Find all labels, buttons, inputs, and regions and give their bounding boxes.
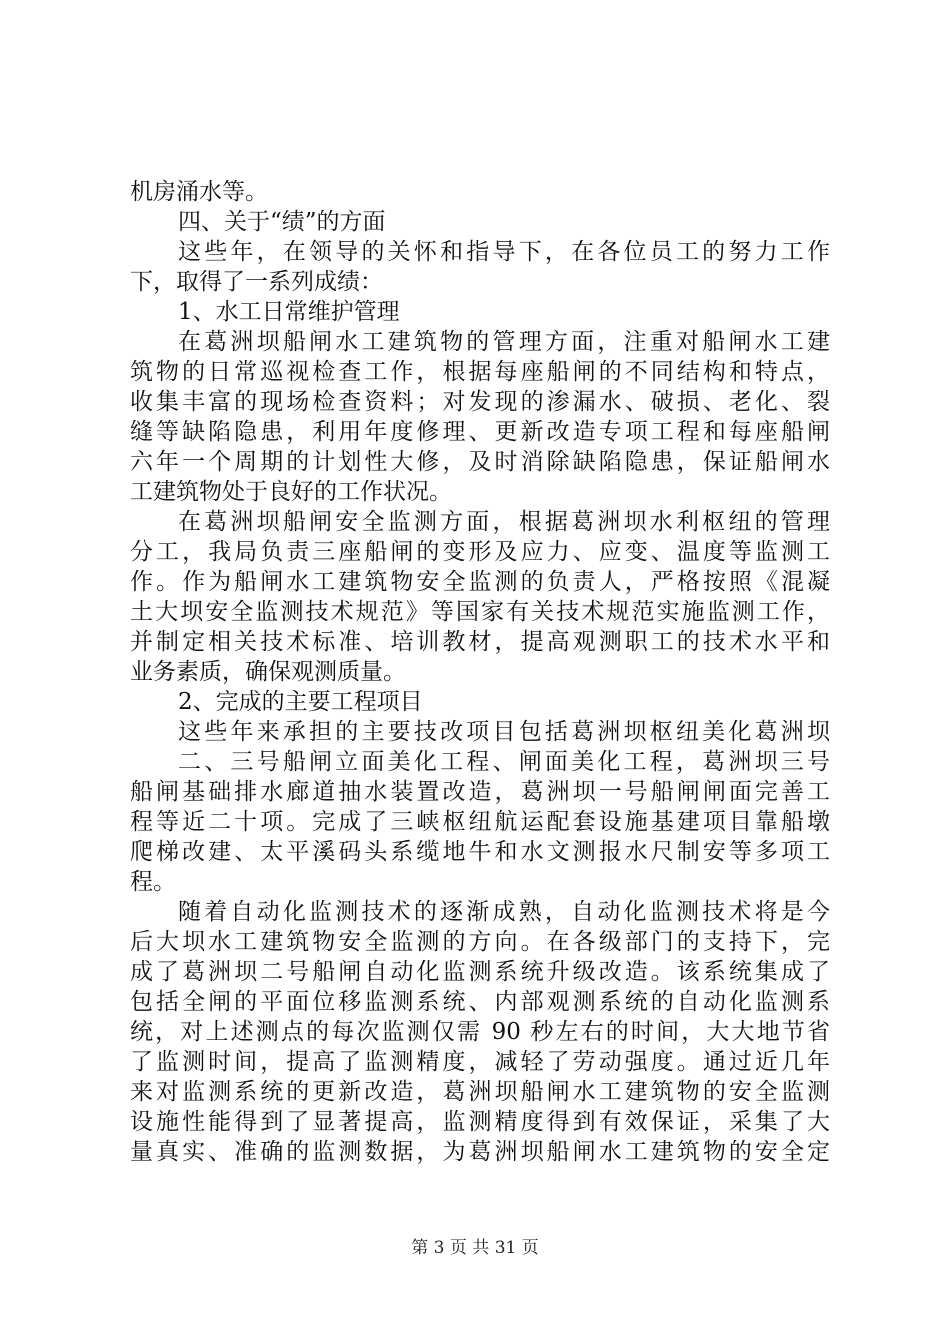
- body-line: 来对监测系统的更新改造，葛洲坝船闸水工建筑物的安全监测: [130, 1079, 830, 1105]
- body-line: 筑物的日常巡视检查工作，根据每座船闸的不同结构和特点，: [130, 359, 830, 385]
- body-line: 程等近二十项。完成了三峡枢纽航运配套设施基建项目靠船墩: [130, 809, 830, 835]
- body-line: 这些年来承担的主要技改项目包括葛洲坝枢纽美化葛洲坝: [178, 719, 830, 745]
- page-footer: 第 3 页 共 31 页: [411, 1238, 539, 1258]
- body-line: 这些年，在领导的关怀和指导下，在各位员工的努力工作: [178, 239, 830, 265]
- body-line: 六年一个周期的计划性大修，及时消除缺陷隐患，保证船闸水: [130, 449, 830, 475]
- body-line: 下，取得了一系列成绩：: [130, 269, 383, 295]
- body-line: 成了葛洲坝二号船闸自动化监测系统升级改造。该系统集成了: [130, 959, 830, 985]
- body-line: 在葛洲坝船闸安全监测方面，根据葛洲坝水利枢纽的管理: [178, 509, 830, 535]
- body-line: 随着自动化监测技术的逐渐成熟，自动化监测技术将是今: [178, 899, 830, 925]
- body-line: 船闸基础排水廊道抽水装置改造，葛洲坝一号船闸闸面完善工: [130, 779, 830, 805]
- body-line: 土大坝安全监测技术规范》等国家有关技术规范实施监测工作，: [130, 599, 830, 625]
- body-line: 量真实、准确的监测数据，为葛洲坝船闸水工建筑物的安全定: [130, 1139, 830, 1165]
- body-line: 缝等缺陷隐患，利用年度修理、更新改造专项工程和每座船闸: [130, 419, 830, 445]
- body-line: 程。: [130, 869, 176, 895]
- body-line: 了监测时间，提高了监测精度，减轻了劳动强度。通过近几年: [130, 1049, 830, 1075]
- subsection-heading: 2、完成的主要工程项目: [178, 689, 423, 715]
- body-line: 机房涌水等。: [130, 179, 268, 205]
- body-line: 工建筑物处于良好的工作状况。: [130, 479, 452, 505]
- body-line: 二、三号船闸立面美化工程、闸面美化工程，葛洲坝三号: [178, 749, 830, 775]
- body-line: 统，对上述测点的每次监测仅需 90 秒左右的时间，大大地节省: [130, 1019, 830, 1045]
- body-line: 作。作为船闸水工建筑物安全监测的负责人，严格按照《混凝: [130, 569, 830, 595]
- body-line: 爬梯改建、太平溪码头系缆地牛和水文测报水尺制安等多项工: [130, 839, 830, 865]
- body-line: 业务素质，确保观测质量。: [130, 659, 406, 685]
- section-heading: 四、关于“绩”的方面: [178, 209, 386, 235]
- body-line: 在葛洲坝船闸水工建筑物的管理方面，注重对船闸水工建: [178, 329, 830, 355]
- body-line: 包括全闸的平面位移监测系统、内部观测系统的自动化监测系: [130, 989, 830, 1015]
- body-line: 并制定相关技术标准、培训教材，提高观测职工的技术水平和: [130, 629, 830, 655]
- body-line: 设施性能得到了显著提高，监测精度得到有效保证，采集了大: [130, 1109, 830, 1135]
- body-line: 收集丰富的现场检查资料；对发现的渗漏水、破损、老化、裂: [130, 389, 830, 415]
- subsection-heading: 1、水工日常维护管理: [178, 299, 400, 325]
- body-line: 后大坝水工建筑物安全监测的方向。在各级部门的支持下，完: [130, 929, 830, 955]
- body-line: 分工，我局负责三座船闸的变形及应力、应变、温度等监测工: [130, 539, 830, 565]
